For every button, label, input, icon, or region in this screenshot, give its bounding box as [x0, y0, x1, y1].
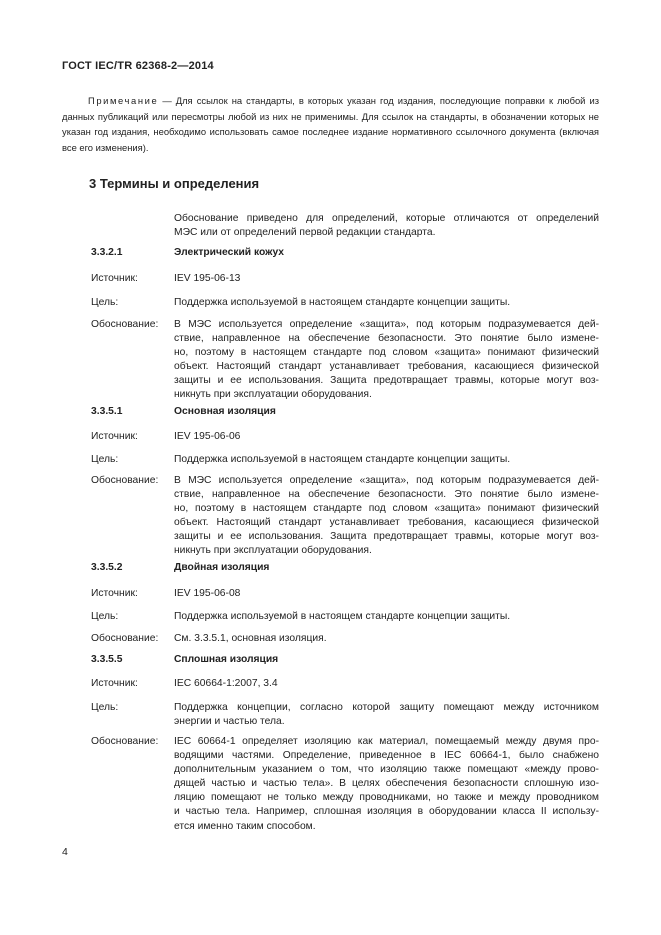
- entry-term: Сплошная изоляция: [174, 654, 279, 665]
- purpose-text: [174, 453, 599, 467]
- rationale-text-line: но, поэтому в настоящем стандарте под словом «защита» понимают физический: [174, 347, 599, 359]
- intro-text-line: МЭС или от определений первой редакции стандарта.: [174, 227, 436, 239]
- purpose-text-line: Поддержка концепции, согласно которой защиту помещают между источником: [174, 702, 599, 713]
- rationale-text-line: ствие, направленное на обеспечение безопасности. Это понятие было измене-: [174, 333, 599, 345]
- note-paragraph: [62, 93, 599, 155]
- rationale-text-line: дящей частью и частью тела». В целях обеспечения безопасности сплошную изо-: [174, 778, 599, 790]
- entry-number: 3.3.2.1: [91, 247, 123, 258]
- purpose-label: Цель:: [91, 611, 119, 622]
- source-label: Источник:: [91, 431, 138, 442]
- entry-number: 3.3.5.2: [91, 562, 123, 573]
- section-title: 3 Термины и определения: [89, 176, 260, 191]
- source-label: Источник:: [91, 588, 138, 599]
- purpose-text-line: энергии и частью тела.: [174, 716, 285, 728]
- rationale-text-line: См. 3.3.5.1, основная изоляция.: [174, 633, 327, 644]
- rationale-text-line: но, поэтому в настоящем стандарте под словом «защита» понимают физический: [174, 503, 599, 515]
- source-value: IEV 195-06-06: [174, 431, 241, 442]
- purpose-text: [174, 610, 599, 624]
- rationale-text-line: ляцию помещают не только между проводниками, но также и между проводником: [174, 792, 599, 804]
- rationale-text-line: никнуть при эксплуатации оборудования.: [174, 545, 372, 557]
- entry-term: Основная изоляция: [174, 406, 276, 417]
- document-header: ГОСТ IEC/TR 62368-2—2014: [62, 60, 214, 72]
- entry-term: Электрический кожух: [174, 247, 285, 258]
- purpose-label: Цель:: [91, 702, 119, 713]
- rationale-label: Обоснование:: [91, 475, 159, 486]
- rationale-text-line: В МЭС используется определение «защита», под которым подразумевается дей-: [174, 319, 599, 330]
- purpose-label: Цель:: [91, 454, 119, 465]
- rationale-text-line: объект. Настоящий стандарт устанавливает требования, касающиеся физической: [174, 361, 599, 373]
- rationale-text-line: защиты и ее использования. Защита предотвращает травмы, которые могут воз-: [174, 531, 599, 543]
- purpose-text-line: Поддержка используемой в настоящем стандарте концепции защиты.: [174, 297, 511, 308]
- rationale-text-line: ствие, направленное на обеспечение безопасности. Это понятие было измене-: [174, 489, 599, 501]
- source-label: Источник:: [91, 678, 138, 689]
- rationale-text-line: водящими частями. Определение, приведенное в IEC 60664-1, было снабжено: [174, 750, 599, 762]
- rationale-text-line: дополнительным указанием о том, что изоляцию также помещают «между прово-: [174, 764, 599, 776]
- purpose-text-line: Поддержка используемой в настоящем стандарте концепции защиты.: [174, 454, 511, 465]
- entry-number: 3.3.5.5: [91, 654, 123, 665]
- source-value: IEV 195-06-08: [174, 588, 241, 599]
- entry-number: 3.3.5.1: [91, 406, 123, 417]
- purpose-text: [174, 701, 599, 729]
- note-text: — Для ссылок на стандарты, в которых указан год издания, последующие поправки к любой из данных публикаций или пересмотры любой из них не применимы. Для ссылок на стандарты, в обозначении которых не указан год издания, необходимо использовать самое последнее издание нормативного ссылочного документа (включая все его изменения).: [62, 95, 599, 153]
- source-label: Источник:: [91, 273, 138, 284]
- source-value: IEC 60664-1:2007, 3.4: [174, 678, 278, 689]
- rationale-text: [174, 632, 599, 646]
- rationale-label: Обоснование:: [91, 319, 159, 330]
- intro-text-line: Обоснование приведено для определений, которые отличаются от определений: [174, 213, 599, 224]
- rationale-text: [174, 735, 599, 834]
- rationale-text-line: никнуть при эксплуатации оборудования.: [174, 389, 372, 401]
- source-value: IEV 195-06-13: [174, 273, 241, 284]
- purpose-text: [174, 296, 599, 310]
- rationale-text-line: объект. Настоящий стандарт устанавливает требования, касающиеся физической: [174, 517, 599, 529]
- page-number: 4: [62, 846, 68, 858]
- purpose-label: Цель:: [91, 297, 119, 308]
- purpose-text-line: Поддержка используемой в настоящем стандарте концепции защиты.: [174, 611, 511, 622]
- rationale-text-line: и частью тела. Например, сплошная изоляция в оборудовании класса II использу-: [174, 806, 599, 818]
- entry-term: Двойная изоляция: [174, 562, 270, 573]
- rationale-text: [174, 474, 599, 559]
- rationale-text-line: защиты и ее использования. Защита предотвращает травмы, которые могут воз-: [174, 375, 599, 387]
- rationale-label: Обоснование:: [91, 736, 159, 747]
- rationale-text: [174, 318, 599, 403]
- rationale-label: Обоснование:: [91, 633, 159, 644]
- note-prefix: Примечание: [88, 95, 159, 106]
- intro-text: [174, 212, 599, 240]
- rationale-text-line: В МЭС используется определение «защита», под которым подразумевается дей-: [174, 475, 599, 486]
- rationale-text-line: ется именно таким способом.: [174, 820, 316, 832]
- rationale-text-line: IEC 60664-1 определяет изоляцию как материал, помещаемый между двумя про-: [174, 736, 599, 747]
